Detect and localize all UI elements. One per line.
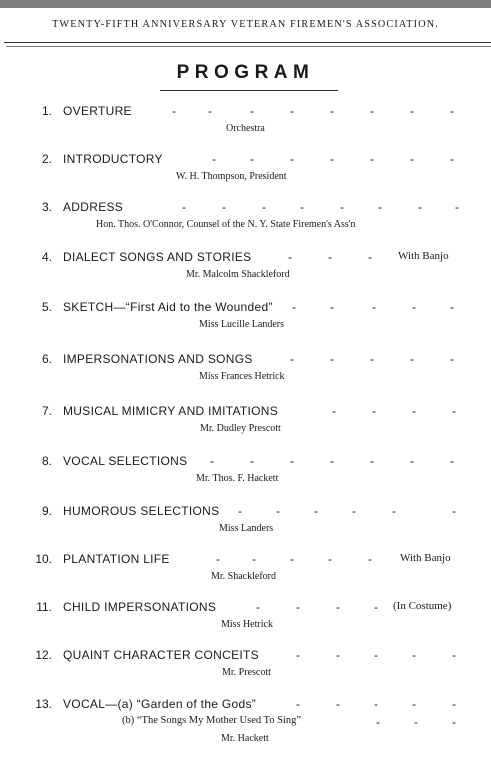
leader-dash: - — [336, 697, 340, 711]
item-title: SKETCH—“First Aid to the Wounded” — [63, 300, 273, 314]
leader-dash: - — [376, 715, 380, 729]
leader-dash: - — [212, 152, 216, 166]
leader-dash: - — [290, 152, 294, 166]
item-number: 13. — [35, 697, 52, 711]
leader-dash: - — [450, 352, 454, 366]
leader-dash: - — [330, 352, 334, 366]
leader-dash: - — [368, 552, 372, 566]
program-item — [0, 104, 491, 150]
item-number: 1. — [41, 104, 52, 118]
item-performer: W. H. Thompson, President — [176, 171, 287, 182]
item-title: ADDRESS — [63, 200, 124, 214]
leader-dash: - — [328, 552, 332, 566]
leader-dash: - — [378, 200, 382, 214]
leader-dash: - — [452, 715, 456, 729]
program-item — [0, 200, 491, 246]
item-performer: Mr. Malcolm Shackleford — [186, 269, 290, 280]
item-number: 5. — [41, 300, 52, 314]
leader-dash: - — [418, 200, 422, 214]
title-underline — [160, 90, 338, 91]
header-rule — [4, 42, 491, 43]
program-item — [0, 300, 491, 346]
leader-dash: - — [276, 504, 280, 518]
leader-dash: - — [372, 404, 376, 418]
leader-dash: - — [370, 152, 374, 166]
leader-dash: - — [296, 600, 300, 614]
header-rule-thin — [6, 46, 491, 47]
item-title: PLANTATION LIFE — [63, 552, 170, 566]
leader-dash: - — [296, 697, 300, 711]
item-number: 8. — [41, 454, 52, 468]
program-item — [0, 404, 491, 450]
leader-dash: - — [452, 697, 456, 711]
item-title: MUSICAL MIMICRY AND IMITATIONS — [63, 404, 279, 418]
program-item — [0, 648, 491, 694]
item-performer: Miss Hetrick — [221, 619, 273, 630]
leader-dash: - — [210, 454, 214, 468]
leader-dash: - — [368, 250, 372, 264]
leader-dash: - — [452, 404, 456, 418]
item-performer: Miss Landers — [219, 523, 274, 534]
item-number: 9. — [41, 504, 52, 518]
program-item — [0, 552, 491, 598]
leader-dash: - — [410, 454, 414, 468]
leader-dash: - — [392, 504, 396, 518]
leader-dash: - — [290, 352, 294, 366]
program-item — [0, 152, 491, 198]
item-title: CHILD IMPERSONATIONS — [63, 600, 217, 614]
leader-dash: - — [370, 352, 374, 366]
leader-dash: - — [238, 504, 242, 518]
leader-dash: - — [256, 600, 260, 614]
leader-dash: - — [250, 152, 254, 166]
leader-dash: - — [374, 600, 378, 614]
leader-dash: - — [330, 104, 334, 118]
leader-dash: - — [328, 250, 332, 264]
leader-dash: - — [250, 104, 254, 118]
item-performer: Orchestra — [226, 123, 265, 134]
leader-dash: - — [374, 697, 378, 711]
item-number: 4. — [41, 250, 52, 264]
item-title: IMPERSONATIONS AND SONGS — [63, 352, 253, 366]
leader-dash: - — [330, 454, 334, 468]
item-number: 11. — [36, 600, 52, 614]
item-note: With Banjo — [398, 250, 449, 262]
item-performer: Mr. Hackett — [221, 733, 269, 744]
leader-dash: - — [252, 552, 256, 566]
leader-dash: - — [300, 200, 304, 214]
leader-dash: - — [450, 104, 454, 118]
leader-dash: - — [172, 104, 176, 118]
leader-dash: - — [412, 648, 416, 662]
program-item — [0, 250, 491, 296]
item-title: INTRODUCTORY — [63, 152, 163, 166]
leader-dash: - — [296, 648, 300, 662]
page-title: PROGRAM — [176, 62, 315, 83]
top-border-bar — [0, 0, 491, 8]
leader-dash: - — [410, 352, 414, 366]
leader-dash: - — [336, 600, 340, 614]
leader-dash: - — [314, 504, 318, 518]
leader-dash: - — [340, 200, 344, 214]
item-note: With Banjo — [400, 552, 451, 564]
leader-dash: - — [452, 504, 456, 518]
leader-dash: - — [290, 104, 294, 118]
leader-dash: - — [452, 648, 456, 662]
item-performer: Miss Lucille Landers — [199, 319, 284, 330]
leader-dash: - — [412, 697, 416, 711]
program-item — [0, 504, 491, 550]
leader-dash: - — [410, 104, 414, 118]
leader-dash: - — [336, 648, 340, 662]
item-performer: Mr. Dudley Prescott — [200, 423, 281, 434]
leader-dash: - — [410, 152, 414, 166]
leader-dash: - — [208, 104, 212, 118]
item-number: 12. — [35, 648, 52, 662]
leader-dash: - — [216, 552, 220, 566]
program-item — [0, 600, 491, 646]
leader-dash: - — [262, 200, 266, 214]
leader-dash: - — [332, 404, 336, 418]
item-performer: Hon. Thos. O'Connor, Counsel of the N. Y. State Firemen's Ass'n — [96, 219, 356, 230]
leader-dash: - — [372, 300, 376, 314]
item-subline: (b) “The Songs My Mother Used To Sing” — [122, 715, 302, 726]
item-title: HUMOROUS SELECTIONS — [63, 504, 220, 518]
item-number: 2. — [41, 152, 52, 166]
item-number: 6. — [41, 352, 52, 366]
leader-dash: - — [330, 152, 334, 166]
item-title: QUAINT CHARACTER CONCEITS — [63, 648, 259, 662]
program-item — [0, 352, 491, 398]
leader-dash: - — [412, 300, 416, 314]
leader-dash: - — [250, 454, 254, 468]
item-performer: Mr. Prescott — [222, 667, 271, 678]
program-item — [0, 454, 491, 500]
leader-dash: - — [352, 504, 356, 518]
leader-dash: - — [290, 552, 294, 566]
item-performer: Miss Frances Hetrick — [199, 371, 285, 382]
leader-dash: - — [290, 454, 294, 468]
leader-dash: - — [450, 152, 454, 166]
leader-dash: - — [288, 250, 292, 264]
item-title: VOCAL SELECTIONS — [63, 454, 188, 468]
leader-dash: - — [292, 300, 296, 314]
item-performer: Mr. Shackleford — [211, 571, 276, 582]
item-number: 7. — [41, 404, 52, 418]
leader-dash: - — [370, 454, 374, 468]
item-title: OVERTURE — [63, 104, 132, 118]
item-performer: Mr. Thos. F. Hackett — [196, 473, 279, 484]
leader-dash: - — [450, 300, 454, 314]
leader-dash: - — [412, 404, 416, 418]
item-note: (In Costume) — [393, 600, 452, 612]
leader-dash: - — [455, 200, 459, 214]
page-header: TWENTY-FIFTH ANNIVERSARY VETERAN FIREMEN'S ASSOCIATION. — [52, 19, 439, 30]
leader-dash: - — [450, 454, 454, 468]
item-number: 3. — [41, 200, 52, 214]
leader-dash: - — [182, 200, 186, 214]
leader-dash: - — [370, 104, 374, 118]
item-number: 10. — [35, 552, 52, 566]
item-title: DIALECT SONGS AND STORIES — [63, 250, 252, 264]
leader-dash: - — [330, 300, 334, 314]
program-item — [0, 697, 491, 743]
leader-dash: - — [374, 648, 378, 662]
leader-dash: - — [414, 715, 418, 729]
item-title: VOCAL—(a) “Garden of the Gods” — [63, 697, 257, 711]
leader-dash: - — [222, 200, 226, 214]
